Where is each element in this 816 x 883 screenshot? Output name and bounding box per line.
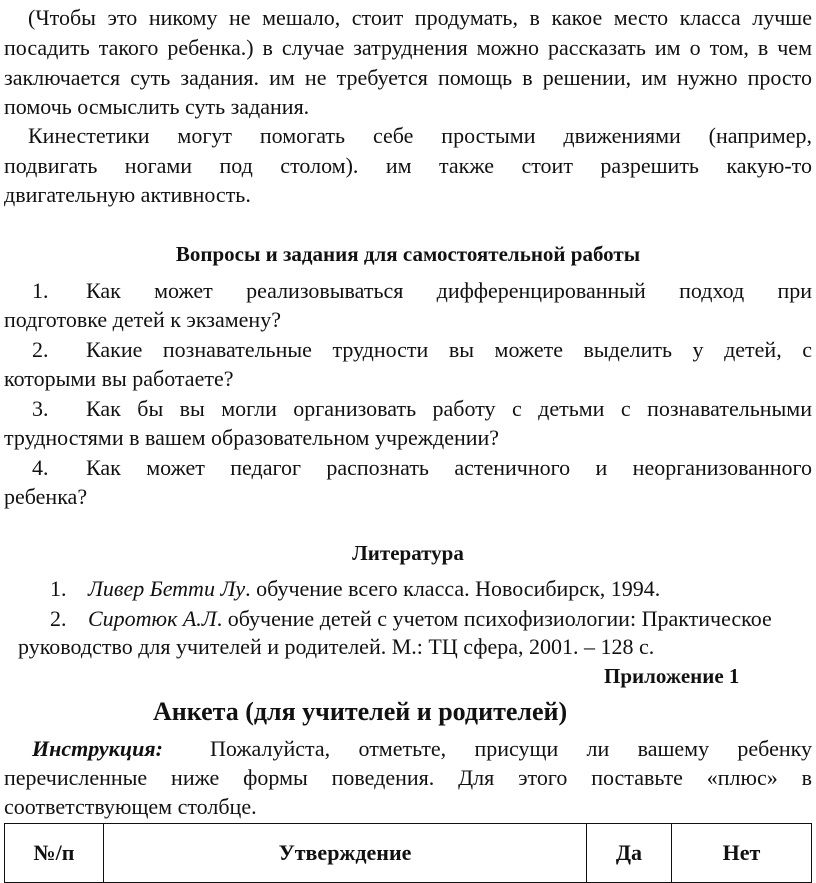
question-item: [4, 276, 812, 305]
paragraph-line: подвигать ногами под столом). им также стоит разрешить какую-то: [4, 153, 812, 178]
survey-title: Анкета (для учителей и родителей): [153, 697, 568, 726]
question-item: [4, 394, 812, 423]
literature-item: [4, 604, 812, 633]
question-text: Как может реализовываться дифференцированный подход при: [86, 278, 812, 303]
question-item: [4, 335, 812, 364]
literature-author: Ливер Бетти Лу: [88, 576, 246, 601]
literature-heading: Литература: [352, 541, 464, 565]
instruction-line: соответствующем столбце.: [4, 794, 257, 819]
question-number: 1.: [32, 278, 49, 303]
literature-text: . обучение всего класса. Новосибирск, 1994.: [245, 576, 661, 601]
instruction-label: Инструкция:: [32, 736, 163, 761]
literature-author: Сиротюк А.Л: [88, 606, 217, 631]
survey-table: [4, 823, 812, 883]
question-continuation: подготовке детей к экзамену?: [4, 307, 281, 332]
instruction-text: Пожалуйста, отметьте, присущи ли вашему ребенку: [210, 736, 812, 761]
column-header-yes: Да: [587, 824, 672, 883]
question-number: 3.: [32, 396, 49, 421]
question-text: Какие познавательные трудности вы можете выделить у детей, с: [86, 337, 812, 362]
literature-number: 2.: [50, 606, 67, 631]
column-header-number: №/п: [5, 824, 104, 883]
paragraph-line: двигательную активность.: [4, 182, 251, 207]
paragraph-line: заключается суть задания. им не требуется помощь в решении, им нужно просто: [4, 65, 812, 90]
paragraph-line: посадить такого ребенка.) в случае затруднения можно рассказать им о том, в чем: [4, 35, 812, 60]
literature-text: . обучение детей с учетом психофизиологии: Практическое: [216, 606, 772, 631]
paragraph-line: (Чтобы это никому не мешало, стоит продумать, в какое место класса лучше: [28, 5, 812, 30]
question-continuation: которыми вы работаете?: [4, 366, 234, 391]
question-text: Как бы вы могли организовать работу с детьми с познавательными: [86, 396, 812, 421]
paragraph-line: Кинестетики могут помогать себе простыми движениями (например,: [28, 123, 812, 148]
question-item: [4, 453, 812, 482]
question-number: 2.: [32, 337, 49, 362]
appendix-label: Приложение 1: [604, 664, 740, 688]
question-continuation: трудностями в вашем образовательном учреждении?: [4, 425, 500, 450]
questions-heading: Вопросы и задания для самостоятельной работы: [175, 242, 641, 266]
question-number: 4.: [32, 455, 49, 480]
literature-number: 1.: [50, 576, 67, 601]
column-header-no: Нет: [672, 824, 812, 883]
literature-continuation: руководство для учителей и родителей. М.: ТЦ сфера, 2001. – 128 с.: [18, 634, 655, 659]
question-continuation: ребенка?: [4, 484, 88, 509]
question-text: Как может педагог распознать астеничного и неорганизованного: [86, 455, 812, 480]
table-header-row: [5, 824, 812, 883]
literature-item: [4, 574, 812, 603]
paragraph-line: помочь осмыслить суть задания.: [4, 94, 310, 119]
instruction-line: перечисленные ниже формы поведения. Для этого поставьте «плюс» в: [4, 765, 812, 790]
column-header-statement: Утверждение: [104, 824, 587, 883]
